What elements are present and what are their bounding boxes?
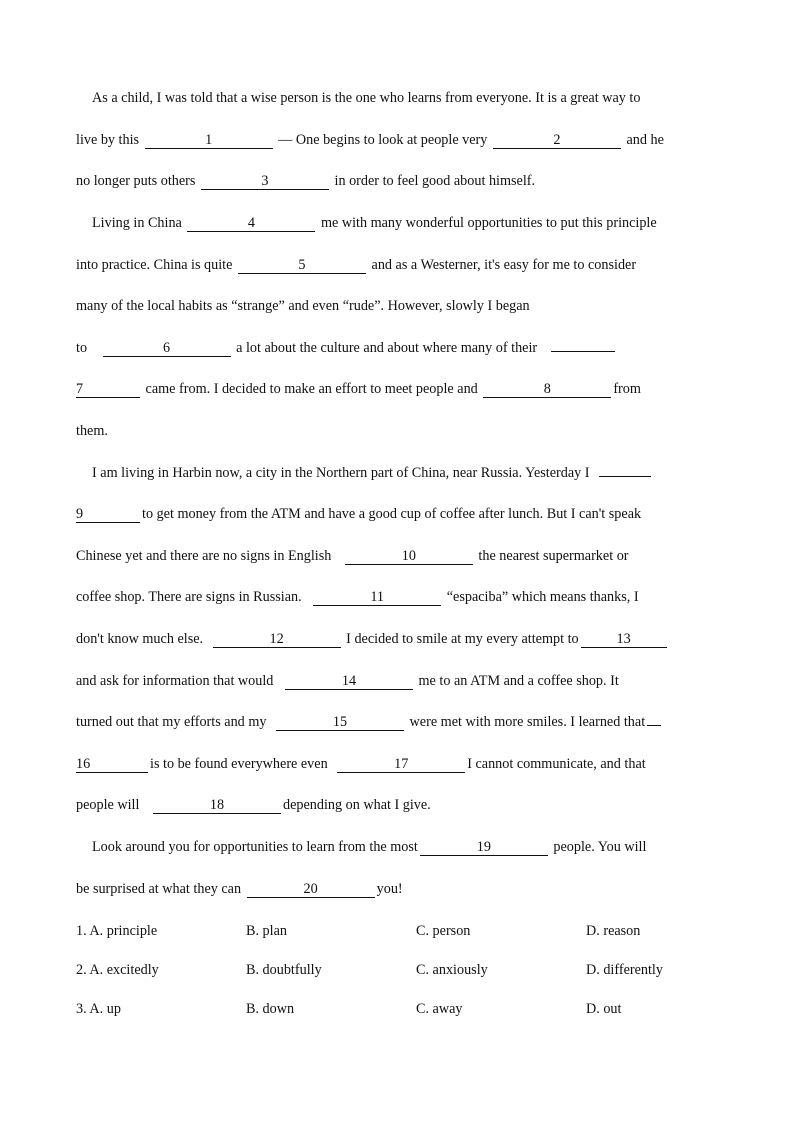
- option-b[interactable]: B. plan: [246, 923, 287, 939]
- passage-line: [76, 256, 726, 274]
- passage-text: into practice. China is quite: [76, 257, 233, 273]
- blank-9[interactable]: 9: [76, 506, 140, 523]
- passage-text: “espaciba” which means thanks, I: [446, 589, 639, 605]
- passage-text: and ask for information that would: [76, 673, 274, 689]
- passage-text: depending on what I give.: [282, 797, 431, 813]
- option-a[interactable]: 3. A. up: [76, 1001, 121, 1017]
- passage-text: coffee shop. There are signs in Russian.: [76, 589, 302, 605]
- passage-line: [76, 131, 726, 149]
- passage-line: [76, 630, 726, 648]
- blank-2[interactable]: 2: [493, 132, 621, 149]
- passage-text: to get money from the ATM and have a good cup of coffee after lunch. But I can't speak: [142, 506, 642, 522]
- passage-text: to: [76, 340, 88, 356]
- option-c[interactable]: C. person: [416, 923, 471, 939]
- passage-line: [76, 672, 726, 690]
- blank-7[interactable]: 7: [76, 381, 140, 398]
- passage-line: [92, 89, 742, 107]
- passage-line: [76, 588, 726, 606]
- blank-14[interactable]: 14: [285, 673, 413, 690]
- passage-text: and as a Westerner, it's easy for me to consider: [371, 257, 637, 273]
- blank-16-start[interactable]: [647, 725, 661, 726]
- blank-20[interactable]: 20: [247, 881, 375, 898]
- blank-1[interactable]: 1: [145, 132, 273, 149]
- blank-19[interactable]: 19: [420, 839, 548, 856]
- passage-line: [76, 547, 726, 565]
- passage-text: Look around you for opportunities to learn from the most: [92, 839, 418, 855]
- passage-line: [76, 172, 726, 190]
- blank-7-start[interactable]: [551, 351, 615, 352]
- option-c[interactable]: C. anxiously: [416, 962, 488, 978]
- passage-text: people will: [76, 797, 140, 813]
- passage-text: turned out that my efforts and my: [76, 714, 267, 730]
- passage-text: As a child, I was told that a wise person is the one who learns from everyone. It is a great way to: [92, 90, 641, 106]
- passage-line: [92, 214, 742, 232]
- option-c[interactable]: C. away: [416, 1001, 463, 1017]
- passage-text: you!: [376, 881, 403, 897]
- passage-text: be surprised at what they can: [76, 881, 242, 897]
- passage-line: [92, 838, 742, 856]
- blank-18[interactable]: 18: [153, 797, 281, 814]
- option-a[interactable]: 2. A. excitedly: [76, 962, 159, 978]
- passage-text: no longer puts others: [76, 173, 196, 189]
- passage-text: a lot about the culture and about where many of their: [236, 340, 538, 356]
- option-d[interactable]: D. reason: [586, 923, 641, 939]
- blank-13[interactable]: 13: [581, 631, 667, 648]
- option-d[interactable]: D. differently: [586, 962, 663, 978]
- passage-line: [76, 755, 726, 773]
- passage-text: from: [613, 381, 641, 397]
- option-b[interactable]: B. doubtfully: [246, 962, 322, 978]
- passage-line: [76, 796, 726, 814]
- option-d[interactable]: D. out: [586, 1001, 622, 1017]
- passage-text: live by this: [76, 132, 140, 148]
- blank-3[interactable]: 3: [201, 173, 329, 190]
- blank-4[interactable]: 4: [187, 215, 315, 232]
- blank-6[interactable]: 6: [103, 340, 231, 357]
- blank-16[interactable]: 16: [76, 756, 148, 773]
- passage-line: [76, 422, 726, 440]
- passage-text: many of the local habits as “strange” and even “rude”. However, slowly I began: [76, 298, 530, 314]
- passage-line: [76, 505, 726, 523]
- passage-line: [76, 880, 726, 898]
- passage-text: were met with more smiles. I learned that: [409, 714, 646, 730]
- option-a[interactable]: 1. A. principle: [76, 923, 158, 939]
- blank-9-start[interactable]: [599, 476, 651, 477]
- passage-text: came from. I decided to make an effort to meet people and: [145, 381, 478, 397]
- passage-text: Chinese yet and there are no signs in English: [76, 548, 332, 564]
- passage-text: Living in China: [92, 215, 182, 231]
- passage-text: is to be found everywhere even: [150, 756, 328, 772]
- passage-text: me to an ATM and a coffee shop. It: [418, 673, 619, 689]
- passage-text: in order to feel good about himself.: [334, 173, 536, 189]
- passage-text: — One begins to look at people very: [278, 132, 488, 148]
- passage-text: me with many wonderful opportunities to put this principle: [320, 215, 657, 231]
- passage-text: I cannot communicate, and that: [467, 756, 646, 772]
- passage-text: the nearest supermarket or: [478, 548, 629, 564]
- blank-5[interactable]: 5: [238, 257, 366, 274]
- passage-text: them.: [76, 423, 108, 439]
- passage-text: and he: [626, 132, 664, 148]
- option-b[interactable]: B. down: [246, 1001, 295, 1017]
- passage-text: don't know much else.: [76, 631, 204, 647]
- passage-line: [76, 297, 726, 315]
- passage-line: [76, 713, 726, 731]
- blank-12[interactable]: 12: [213, 631, 341, 648]
- blank-17[interactable]: 17: [337, 756, 465, 773]
- passage-line: [76, 339, 726, 357]
- blank-11[interactable]: 11: [313, 589, 441, 606]
- blank-8[interactable]: 8: [483, 381, 611, 398]
- passage-line: [76, 380, 726, 398]
- passage-text: I decided to smile at my every attempt to: [346, 631, 579, 647]
- blank-15[interactable]: 15: [276, 714, 404, 731]
- passage-text: I am living in Harbin now, a city in the Northern part of China, near Russia. Yesterday I: [92, 465, 590, 481]
- passage-text: people. You will: [553, 839, 647, 855]
- passage-line: [92, 464, 742, 482]
- blank-10[interactable]: 10: [345, 548, 473, 565]
